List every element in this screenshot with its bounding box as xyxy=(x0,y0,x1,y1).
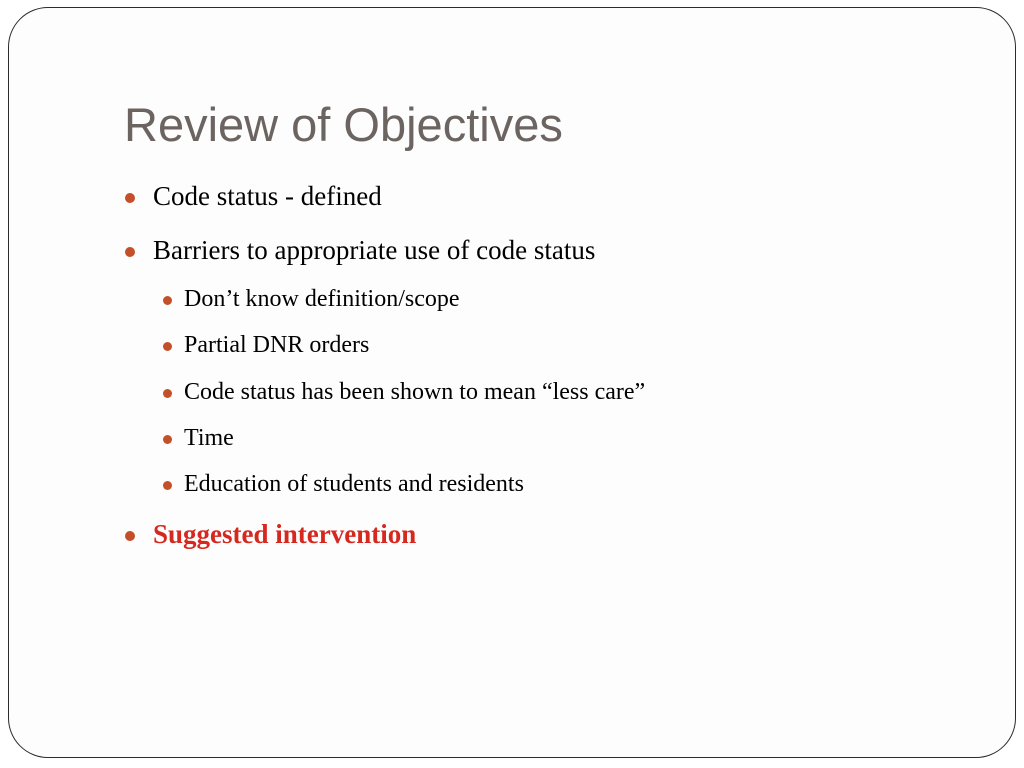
sub-bullet-item-partial-dnr xyxy=(184,330,369,360)
bullet-item-barriers xyxy=(153,233,595,267)
sub-bullet-item-time xyxy=(184,423,234,453)
bullet-item-text: Time xyxy=(184,425,234,451)
slide-title: Review of Objectives xyxy=(124,98,563,151)
bullet-item-text: Barriers to appropriate use of code status xyxy=(153,235,596,265)
bullet-dot-icon xyxy=(163,342,172,351)
bullet-item-text: Don’t know definition/scope xyxy=(184,286,460,312)
bullet-item-text: Code status - defined xyxy=(153,181,382,211)
bullet-dot-icon xyxy=(125,531,135,541)
slide xyxy=(8,7,1016,758)
bullet-dot-icon xyxy=(125,193,135,203)
bullet-dot-icon xyxy=(163,296,172,305)
bullet-dot-icon xyxy=(163,481,172,490)
sub-bullet-item-education xyxy=(184,469,524,499)
bullet-item-text: Partial DNR orders xyxy=(184,332,370,358)
bullet-item-suggested-intervention xyxy=(153,517,416,551)
bullet-dot-icon xyxy=(163,435,172,444)
bullet-dot-icon xyxy=(163,389,172,398)
bullet-item-text: Code status has been shown to mean “less care” xyxy=(184,379,646,405)
bullet-item-code-status xyxy=(153,179,382,213)
bullet-item-text: Education of students and residents xyxy=(184,471,524,497)
bullet-item-text-emphasized: Suggested intervention xyxy=(153,519,417,549)
sub-bullet-item-less-care xyxy=(184,377,645,407)
sub-bullet-item-definition xyxy=(184,284,460,314)
bullet-dot-icon xyxy=(125,247,135,257)
